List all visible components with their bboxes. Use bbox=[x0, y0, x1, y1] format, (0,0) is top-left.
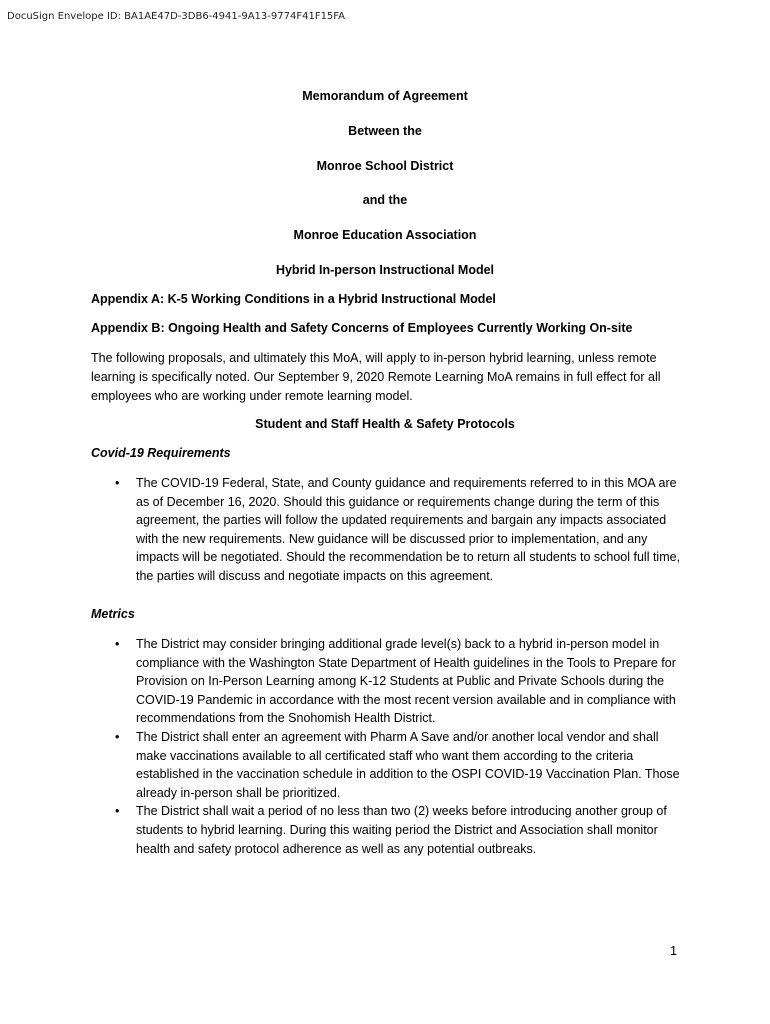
bullet-icon: • bbox=[115, 637, 120, 651]
between-line: Between the bbox=[348, 124, 422, 138]
covid-bullets bbox=[91, 474, 691, 586]
appendix-b: Appendix B: Ongoing Health and Safety Concerns of Employees Currently Working On-site bbox=[91, 321, 633, 335]
covid-heading: Covid-19 Requirements bbox=[91, 446, 231, 460]
intro-paragraph: The following proposals, and ultimately this MoA, will apply to in-person hybrid learning, unless remote learning is specifically noted. Our September 9, 2020 Remote Learning MoA remains in full effect for all employees who are working under remote learning model. bbox=[91, 351, 661, 403]
party2-line: Monroe Education Association bbox=[293, 228, 477, 242]
metrics-heading: Metrics bbox=[91, 607, 135, 621]
bullet-icon: • bbox=[115, 729, 120, 744]
doc-title: Memorandum of Agreement bbox=[302, 89, 468, 103]
list-item: • The District shall wait a period of no less than two (2) weeks before introducing another group of students to hybrid learning. During this waiting period the District and Association shall monitor health and safety protocol adherence as well as any potential outbreaks. bbox=[115, 804, 667, 856]
party1-line: Monroe School District bbox=[316, 159, 454, 173]
section-title: Student and Staff Health & Safety Protocols bbox=[255, 417, 515, 431]
metrics-bullets bbox=[91, 635, 691, 858]
envelope-id: DocuSign Envelope ID: BA1AE47D-3DB6-4941-9A13-9774F41F15FA bbox=[7, 11, 345, 22]
list-item: • The District may consider bringing additional grade level(s) back to a hybrid in-person model in compliance with the Washington State Department of Health guidelines in the Tools to Prepare for Provision on In-Person Learning among K-12 Students at Public and Private Schools during the COVID-19 Pandemic in accordance with the most recent version available and in compliance with recommendations from the Snohomish Health District. bbox=[115, 637, 676, 726]
bullet-icon: • bbox=[115, 476, 120, 490]
list-item: • The District shall enter an agreement with Pharm A Save and/or another local vendor and shall make vaccinations available to all certificated staff who want them according to the criteria established in the vaccination schedule in addition to the OSPI COVID-19 Vaccination Plan. Those already in-person shall be prioritized. bbox=[115, 729, 680, 800]
model-line: Hybrid In-person Instructional Model bbox=[275, 263, 495, 277]
page-number: 1 bbox=[670, 944, 677, 958]
bullet-icon: • bbox=[115, 804, 120, 819]
and-line: and the bbox=[362, 193, 408, 207]
list-item: • The COVID-19 Federal, State, and County guidance and requirements referred to in this MOA are as of December 16, 2020. Should this guidance or requirements change during the term of this agreement, the parties will follow the updated requirements and bargain any impacts associated with the new requirements. New guidance will be discussed prior to implementation, and any impacts will be negotiated. Should the recommendation be to return all students to school full time, the parties will discuss and negotiate impacts on this agreement. bbox=[115, 476, 681, 583]
appendix-a: Appendix A: K-5 Working Conditions in a Hybrid Instructional Model bbox=[91, 292, 496, 306]
